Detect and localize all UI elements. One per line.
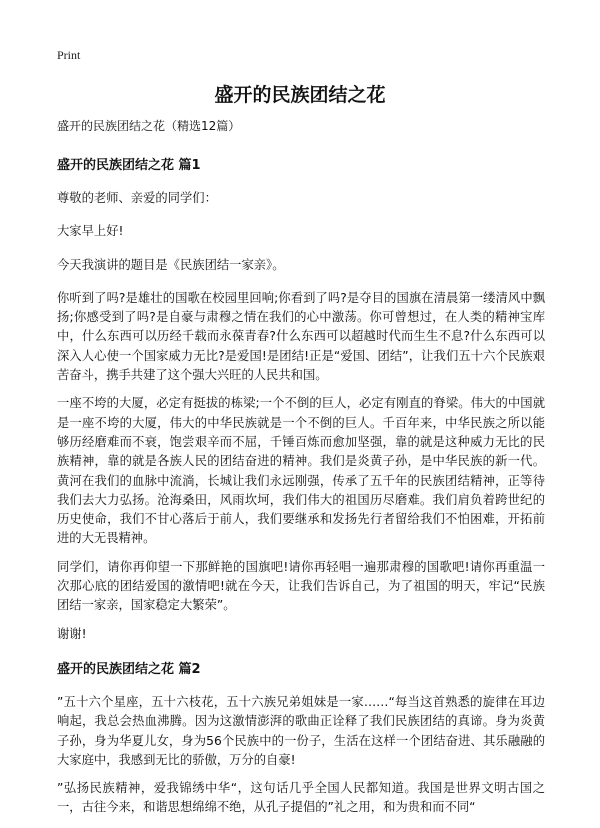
paragraph: ”弘扬民族精神，爱我锦绣中华“，这句话几乎全国人民都知道。我国是世界文明古国之一，古往今来，和谐思想绵绵不绝，从孔子提倡的”礼之用，和为贵和而不同“	[57, 781, 545, 815]
document-subtitle: 盛开的民族团结之花（精选12篇）	[57, 119, 241, 133]
paragraph: 一座不垮的大厦，必定有挺拔的栋梁;一个不倒的巨人，必定有刚直的脊梁。伟大的中国就是一座不垮的大厦，伟大的中华民族就是一个不倒的巨人。千百年来，中华民族之所以能够历经磨难而不衰，饱尝艰辛而不屈，千锤百炼而愈加坚强，靠的就是这种威力无比的民族精神，靠的就是各族人民的团结奋进的精神。我们是炎黄子孙，是中华民族的新一代。黄河在我们的血脉中流淌，长城让我们永远刚强，传承了五千年的民族团结精神，正等待我们去大力弘扬。沧海桑田，风雨坎坷，我们伟大的祖国历尽磨难。我们肩负着跨世纪的历史使命，我们不甘心落后于前人，我们要继承和发扬先行者留给我们不怕困难，开拓前进的大无畏精神。	[57, 396, 545, 546]
paragraph: 谢谢!	[57, 626, 87, 641]
document-body	[57, 117, 545, 827]
section-1	[57, 154, 545, 644]
paragraph: 同学们，请你再仰望一下那鲜艳的国旗吧!请你再轻唱一遍那肃穆的国歌吧!请你再重温一次那心底的团结爱国的激情吧!就在今天，让我们告诉自己，为了祖国的明天，牢记“民族团结一家亲，国家稳定大繁荣”。	[57, 559, 545, 613]
paragraph: 大家早上好!	[57, 224, 124, 239]
paragraph: 今天我演讲的题目是《民族团结一家亲》。	[57, 257, 285, 272]
document-title: 盛开的民族团结之花	[214, 84, 386, 106]
section-heading: 盛开的民族团结之花 篇1	[57, 158, 201, 173]
paragraph: ”五十六个星座，五十六枝花，五十六族兄弟姐妹是一家……“每当这首熟悉的旋律在耳边响起，我总会热血沸腾。因为这激情澎湃的歌曲正诠释了我们民族团结的真谛。身为炎黄子孙，身为华夏儿女，身为56个民族中的一份子，生活在这样一个团结奋进、其乐融融的大家庭中，我感到无比的骄傲，万分的自豪!	[57, 694, 545, 767]
paragraph: 尊敬的老师、亲爱的同学们：	[57, 191, 217, 205]
section-2	[57, 658, 545, 818]
section-heading: 盛开的民族团结之花 篇2	[57, 661, 201, 677]
print-label: Print	[57, 48, 81, 62]
paragraph: 你听到了吗?是雄壮的国歌在校园里回响;你看到了吗?是夺目的国旗在清晨第一缕清风中飘扬;你感受到了吗?是自豪与肃穆之情在我们的心中激荡。你可曾想过，在人类的精神宝库中，什么东西可以历经千载而永葆青春?什么东西可以超越时代而生生不息?什么东西可以深入人心使一个国家威力无比?是爱国!是团结!正是“爱国、团结”，让我们五十六个民族艰苦奋斗，携手共建了这个强大兴旺的人民共和国。	[57, 290, 545, 383]
